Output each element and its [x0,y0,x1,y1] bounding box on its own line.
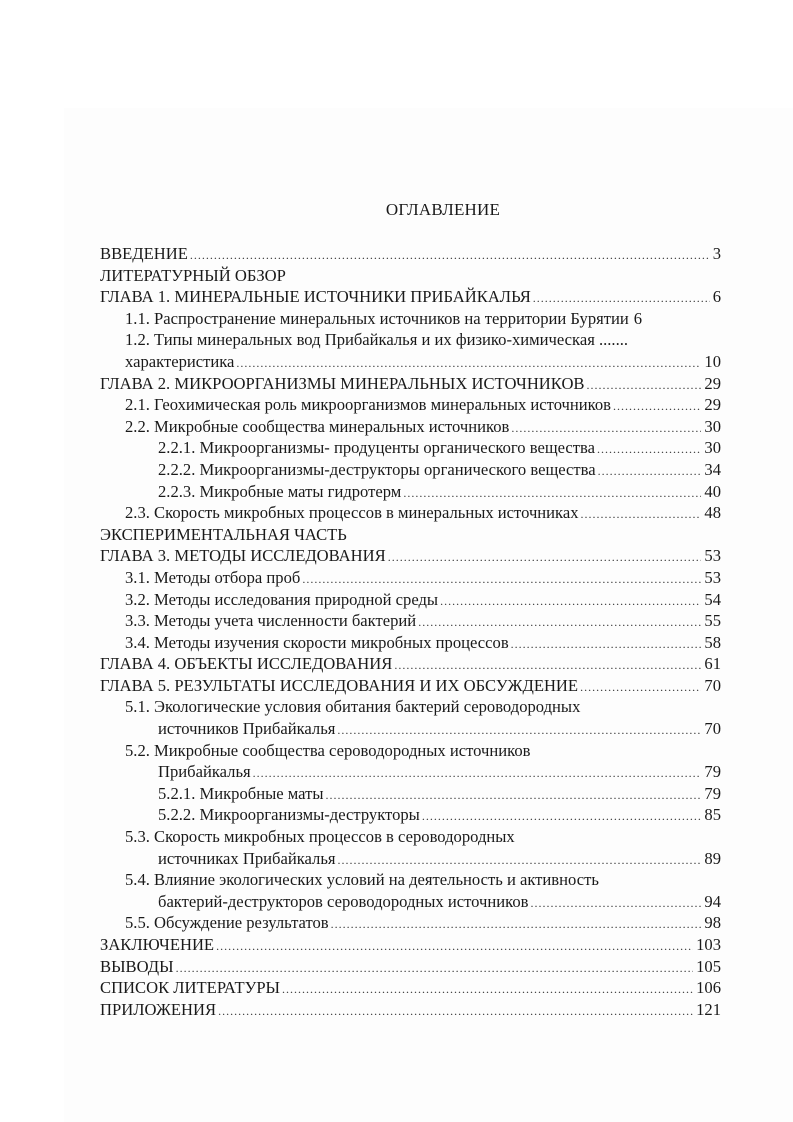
toc-entry-2-2-2 [100,459,721,481]
toc-entry-label: 5.2.1. Микробные маты [158,783,324,803]
toc-page-number: 98 [704,913,721,933]
toc-entry-label: 2.2. Микробные сообщества минеральных источников [125,416,510,436]
leader-dots [533,288,710,310]
toc-entry-references [100,977,721,999]
toc-entry-label: ЭКСПЕРИМЕНТАЛЬНАЯ ЧАСТЬ [100,524,347,544]
toc-entry-5-2-1 [100,783,721,805]
toc-page-number: 30 [704,438,721,458]
toc-entry-5-4 [100,869,721,891]
toc-entry-label: ГЛАВА 5. РЕЗУЛЬТАТЫ ИССЛЕДОВАНИЯ И ИХ ОБСУЖДЕНИЕ [100,675,579,695]
toc-page-number: 70 [704,719,721,739]
toc-page-number: 48 [704,503,721,523]
toc-page-number: 54 [704,589,721,609]
leader-dots [418,612,701,634]
toc-page-number: 29 [704,373,721,393]
toc-entry-3-4 [100,632,721,654]
toc-page-number: 3 [712,244,721,263]
toc-page-number: 85 [704,805,721,825]
toc-entry-conclusion [100,934,721,956]
toc-entry-label: 2.2.2. Микроорганизмы-деструкторы органического вещества [158,459,596,479]
toc-entry-label: характеристика [125,351,235,371]
leader-dots [337,720,701,742]
toc-entry-label: СПИСОК ЛИТЕРАТУРЫ [100,978,281,998]
toc-page-number: 94 [704,891,721,911]
toc-entry-label: 3.4. Методы изучения скорости микробных процессов [125,632,509,652]
toc-page-number: 79 [704,783,721,803]
toc-entry-2-2-3 [100,481,721,503]
toc-entry-label: источников Прибайкалья [158,719,336,739]
toc-entry-appendices [100,999,721,1021]
toc-entry-label: 3.3. Методы учета численности бактерий [125,611,417,631]
toc-entry-5-4-continued [100,891,721,913]
toc-page-number: 53 [704,567,721,587]
page-title: ОГЛАВЛЕНИЕ [385,200,501,219]
toc-entry-label: 1.2. Типы минеральных вод Прибайкалья и их физико-химическая ....... [125,330,629,350]
toc-page-number: 30 [704,416,721,436]
toc-entry-label: 5.2. Микробные сообщества сероводородных источников [125,740,531,760]
toc-section-heading [100,265,721,287]
toc-entry-5-3-continued [100,848,721,870]
toc-entry-label: ВВЕДЕНИЕ [100,244,188,263]
toc-page-number: 89 [704,848,721,868]
toc-entry-label: 2.2.3. Микробные маты гидротерм [158,481,402,501]
toc-page-number: 79 [704,762,721,782]
leader-dots [253,763,702,785]
leader-dots [338,850,702,872]
leader-dots [331,914,702,936]
toc-entry-label: ГЛАВА 4. ОБЪЕКТЫ ИССЛЕДОВАНИЯ [100,654,393,674]
leader-dots [613,396,701,418]
toc-entry-5-1-continued [100,718,721,740]
leader-dots [587,375,702,397]
toc-page-number: 105 [696,956,721,976]
toc-entry-chapter-2 [100,373,721,395]
leader-dots [403,483,701,505]
toc-entry-label: 5.3. Скорость микробных процессов в сероводородных [125,827,515,847]
toc-entry-label: 5.5. Обсуждение результатов [125,913,329,933]
toc-entry-5-2-continued [100,761,721,783]
toc-entry-label: ГЛАВА 2. МИКРООРГАНИЗМЫ МИНЕРАЛЬНЫХ ИСТОЧНИКОВ [100,373,585,393]
toc-page-number: 29 [704,395,721,415]
toc-page-number: 40 [704,481,721,501]
toc-entry-2-3 [100,502,721,524]
leader-dots [216,936,693,958]
toc-entry-findings [100,956,721,978]
toc-page-number: 53 [704,546,721,566]
toc-page-number: 103 [696,935,721,954]
toc-entry-label: ГЛАВА 1. МИНЕРАЛЬНЫЕ ИСТОЧНИКИ ПРИБАЙКАЛЬЯ [100,287,531,307]
toc-entry-label: 2.3. Скорость микробных процессов в минеральных источниках [125,503,579,523]
leader-dots [597,439,701,461]
toc-entry-label: 2.2.1. Микроорганизмы- продуценты органического вещества [158,438,595,458]
toc-page-number: 6 [712,287,721,307]
toc-page-number: 106 [696,978,721,998]
toc-entry-5-2-2 [100,804,721,826]
toc-entry-5-5 [100,912,721,934]
leader-dots [422,806,702,828]
toc-entry-3-1 [100,567,721,589]
leader-dots [581,504,702,526]
toc-entry-5-2 [100,740,721,762]
toc-entry-5-1 [100,696,721,718]
toc-entry-label: 1.1. Распространение минеральных источников на территории Бурятии [125,308,629,328]
leader-dots [511,634,702,656]
toc-entry-3-3 [100,610,721,632]
leader-dots [282,979,693,1001]
toc-entry-introduction [100,243,721,265]
toc-entry-label: Прибайкалья [158,762,251,782]
leader-dots [190,245,710,267]
leader-dots [218,1001,693,1023]
toc-page-number: 10 [704,351,721,371]
toc-entry-label: бактерий-деструкторов сероводородных источников [158,891,529,911]
toc-entry-chapter-4 [100,653,721,675]
leader-dots [388,547,702,569]
toc-entry-label: 5.2.2. Микроорганизмы-деструкторы [158,805,420,825]
table-of-contents [100,243,721,1020]
toc-entry-2-1 [100,394,721,416]
toc-entry-label: 2.1. Геохимическая роль микроорганизмов минеральных источников [125,395,612,415]
toc-page-number: 34 [704,459,721,479]
toc-entry-label: 3.1. Методы отбора проб [125,567,301,587]
leader-dots [530,893,701,915]
toc-section-heading [100,524,721,546]
toc-entry-chapter-1 [100,286,721,308]
toc-page-number: 61 [704,654,721,674]
toc-entry-label: ПРИЛОЖЕНИЯ [100,999,217,1019]
toc-page-number: 121 [696,999,721,1019]
leader-dots [580,677,701,699]
toc-entry-1-2-continued [100,351,721,373]
toc-entry-chapter-3 [100,545,721,567]
leader-dots [302,569,701,591]
toc-page-number: 58 [704,632,721,652]
leader-dots [176,958,694,980]
leader-dots [325,785,701,807]
toc-entry-label: 5.4. Влияние экологических условий на деятельность и активность [125,870,599,890]
toc-entry-3-2 [100,589,721,611]
leader-dots [394,655,701,677]
toc-page-number: 55 [704,611,721,631]
toc-entry-label: ЗАКЛЮЧЕНИЕ [100,935,215,954]
toc-entry-2-2-1 [100,437,721,459]
toc-entry-chapter-5 [100,675,721,697]
toc-entry-label: 3.2. Методы исследования природной среды [125,589,439,609]
toc-entry-label: ГЛАВА 3. МЕТОДЫ ИССЛЕДОВАНИЯ [100,546,386,566]
leader-dots [440,591,701,613]
leader-dots [511,418,701,440]
leader-dots [598,461,702,483]
toc-entry-label: источниках Прибайкалья [158,848,336,868]
toc-entry-label: ВЫВОДЫ [100,956,174,976]
toc-entry-5-3 [100,826,721,848]
toc-entry-1-1 [100,308,721,330]
toc-page-number: 6 [633,308,643,328]
toc-entry-1-2 [100,329,721,351]
leader-dots [236,353,701,375]
toc-page-number: 70 [704,675,721,695]
toc-entry-2-2 [100,416,721,438]
toc-entry-label: 5.1. Экологические условия обитания бактерий сероводородных [125,697,581,717]
toc-entry-label: ЛИТЕРАТУРНЫЙ ОБЗОР [100,265,286,285]
